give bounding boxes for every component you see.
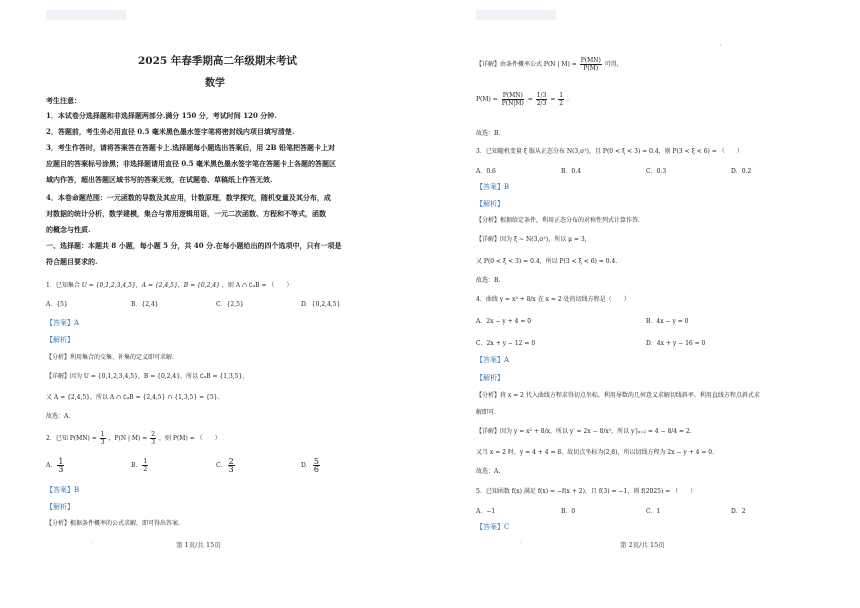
notice-line: 4．本卷命题范围：一元函数的导数及其应用，计数原理，数学探究，随机变量及其分布，成 (46, 193, 331, 202)
watermark-logo (476, 10, 556, 20)
page-footer: 第 2页/共 15页 (620, 541, 665, 549)
option-b: B．0.4 (561, 168, 581, 175)
section-heading: 符合题目要求的. (46, 257, 98, 266)
detail-text: 【详解】因为 y = x² + 8/x，所以 y′ = 2x − 8/x²，所以 y′|ₓ₌₂ = 4 − 8/4 = 2. (476, 428, 692, 435)
watermark-logo (46, 10, 126, 20)
answer-label: 【答案】C (476, 523, 510, 531)
option-c: C．1 (646, 508, 661, 515)
question-1-stem: 1．已知集合 U = {0,1,2,3,4,5}，A = {2,4,5}，B = {0,2,4} ，则 A ∩ ∁ᵤB = （ ） (46, 282, 293, 289)
option-a: A．{5} (46, 301, 68, 308)
analysis-label: 【解析】 (476, 200, 504, 208)
choice-text: 故选：B. (476, 277, 501, 284)
analysis-label: 【解析】 (46, 336, 74, 344)
option-d: D．2 (731, 508, 746, 515)
analysis-text: 【分析】利用集合的交集、补集的定义即可求解. (46, 354, 174, 361)
analysis-text: 解即可. (476, 409, 496, 416)
option-c: C． $\frac{2}{3}$ (216, 457, 234, 474)
analysis-label: 【解析】 (476, 374, 504, 382)
detail-text: 又当 x = 2 时，y = 4 + 4 = 8，故切点坐标为(2,8)，所以切线方程为 2x − y + 4 = 0. (476, 449, 715, 456)
detail-text: 【详解】由条件概率公式 P(N | M) = $\frac{P(MN)}{P(M)}$ 可得， (476, 57, 623, 72)
page-title: 2025 年春季期高二年级期末考试 (138, 55, 297, 67)
page-footer: 第 1页/共 15页 (176, 541, 221, 549)
question-3-stem: 3．已知随机变量 ξ 服从正态分布 N(3,σ²)，且 P(0 < ξ < 3) = 0.4，则 P(3 < ξ < 6) = （ ） (476, 148, 743, 155)
question-4-stem: 4．曲线 y = x² + 8/x 在 x = 2 处的切线方程是（ ） (476, 296, 630, 303)
option-b: B．4x − y = 0 (646, 318, 689, 325)
notice-line: 域内作答，超出答题区域书写的答案无效，在试题卷、草稿纸上作答无效. (46, 175, 273, 184)
option-c: C．0.3 (646, 168, 667, 175)
choice-text: 故选：B. (476, 130, 501, 137)
answer-label: 【答案】B (476, 183, 510, 191)
option-d: D．{0,2,4,5} (301, 301, 341, 308)
choice-text: 故选：A. (476, 468, 501, 475)
notice-line: 应题目的答案标号涂黑；非选择题请用直径 0.5 毫米黑色墨水签字笔在答题卡上各题的答题区 (46, 159, 337, 168)
notice-line: 2．答题前，考生务必用直径 0.5 毫米黑色墨水签字笔将密封线内项目填写清楚. (46, 127, 295, 136)
fraction: $\frac{1}{3}$ (100, 431, 105, 446)
question-2-stem: 2．已知 P(MN) = $\frac{1}{3}$ ，P(N | M) = $\frac{2}{3}$ ，则 P(M) = （ ） (46, 431, 221, 446)
page-left: 2025 年春季期高二年级期末考试 数学 考生注意： 1．本试卷分选择题和非选择题两部分.满分 150 分，考试时间 120 分钟. 2．答题前，考生务必用直径 0.5 毫米黑色墨水签字笔将密封线内项目填写清楚. 3．考生作答时，请将答案答在答题卡上.选择题每小题选出答案后，用 2B 铅笔把答题卡上对 应题目的答案标号涂黑；非选择题请用直径 0.5 毫米黑色墨水签字笔在答题卡上各题的答题区 域内作答，超出答题区域书写的答案无效，在试题卷、草稿纸上作答无效. 4．本卷命题范围：一元函数的导数及其应用，计数原理，数学探究，随机变量及其分布，成 对数据的统计分析，数学建模，集合与常用逻辑用语，一元二次函数、方程和不等式，函数 的概念与性质. 一、选择题：本题共 8 小题，每小题 5 分，共 40 分.在每小题给出的四个选项中，只有一项是 符合题目要求的. 1．已知集合 U = {0,1,2,3,4,5}，A = {2,4,5}，B = {0,2,4} ，则 A ∩ ∁ᵤB = （ ） A．{5} B．{2,4} C．{2,5} D．{0,2,4,5} 【答案】A 【解析】 【分析】利用集合的交集、补集的定义即可求解. 【详解】因为 U = {0,1,2,3,4,5}，B = {0,2,4}，所以 ∁ᵤB = {1,3,5}， 又 A = {2,4,5}，所以 A ∩ ∁ᵤB = {2,4,5} ∩ {1,3,5} = {5}. 故选：A. 2．已知 P(MN) = $\frac{1}{3}$ ，P(N | M) = $\frac{2}{3}$ ，则 P(M) = （ ） A． $\frac{1}{3}$ B． $\frac{1}{2}$ C． $\frac{2}{3}$ D． $\frac{5}{6}$ 【答案】B 【解析】 【分析】根据条件概率的公式求解，即可得出答案. . 第 1页/共 15页 (0, 0, 430, 608)
notice-line: 1．本试卷分选择题和非选择题两部分.满分 150 分，考试时间 120 分钟. (46, 111, 277, 120)
analysis-text: 【分析】根据给定条件，利用正态分布的对称性列式计算作答. (476, 217, 640, 224)
option-a: A．−1 (476, 508, 496, 515)
section-heading: 一、选择题：本题共 8 小题，每小题 5 分，共 40 分.在每小题给出的四个选项中，只有一项是 (46, 241, 342, 250)
notice-heading: 考生注意： (46, 96, 81, 105)
option-d: D．0.2 (731, 168, 752, 175)
analysis-text: 【分析】将 x = 2 代入曲线方程求得切点坐标，利用导数的几何意义求解切线斜率，利用直线方程点斜式求 (476, 392, 760, 399)
notice-line: 3．考生作答时，请将答案答在答题卡上.选择题每小题选出答案后，用 2B 铅笔把答题卡上对 (46, 143, 335, 152)
analysis-label: 【解析】 (46, 503, 74, 511)
choice-text: 故选：A. (46, 413, 71, 420)
option-b: B． $\frac{1}{2}$ (131, 458, 148, 473)
fraction: $\frac{2}{3}$ (151, 431, 156, 446)
option-a: A． $\frac{1}{3}$ (46, 457, 64, 474)
option-a: A．2x − y + 4 = 0 (476, 318, 532, 325)
detail-text: 又 P(0 < ξ < 3) = 0.4，所以 P(3 < ξ < 6) = 0.4. (476, 258, 618, 265)
option-d: D．4x + y − 16 = 0 (646, 340, 706, 347)
detail-text: 【详解】因为 U = {0,1,2,3,4,5}，B = {0,2,4}，所以 ∁ᵤB = {1,3,5}， (46, 373, 249, 380)
question-5-stem: 5．已知函数 f(x) 满足 f(x) = −f(x + 2)，且 f(3) = −1，则 f(2025) = （ ） (476, 488, 697, 495)
answer-label: 【答案】B (46, 486, 80, 494)
option-b: B．{2,4} (131, 301, 159, 308)
option-c: C．{2,5} (216, 301, 244, 308)
option-d: D． $\frac{5}{6}$ (301, 457, 319, 474)
analysis-text: 【分析】根据条件概率的公式求解，即可得出答案. (46, 520, 180, 527)
option-b: B．0 (561, 508, 576, 515)
option-c: C．2x + y − 12 = 0 (476, 340, 536, 347)
subject-title: 数学 (205, 78, 225, 89)
formula-pm: P(M) = $\frac{P(MN)}{P(N|M)}$ = $\frac{1/3}{2/3}$ = $\frac{1}{2}$ . (476, 92, 569, 107)
notice-line: 对数据的统计分析，数学建模，集合与常用逻辑用语，一元二次函数、方程和不等式，函数 (46, 209, 326, 218)
page-right: ' 【详解】由条件概率公式 P(N | M) = $\frac{P(MN)}{P(M)}$ 可得， P(M) = $\frac{P(MN)}{P(N|M)}$ = $\frac{1/3}{2/3}$ = $\frac{1}{2}$ . 故选：B. 3．已知随机变量 ξ 服从正态分布 N(3,σ²)，且 P(0 < ξ < 3) = 0.4，则 P(3 < ξ < 6) = （ ） A．0.6 B．0.4 C．0.3 D．0.2 【答案】B 【解析】 【分析】根据给定条件，利用正态分布的对称性列式计算作答. 【详解】因为 ξ ~ N(3,σ²)，所以 μ = 3， 又 P(0 < ξ < 3) = 0.4，所以 P(3 < ξ < 6) = 0.4. 故选：B. 4．曲线 y = x² + 8/x 在 x = 2 处的切线方程是（ ） A．2x − y + 4 = 0 B．4x − y = 0 C．2x + y − 12 = 0 D．4x + y − 16 = 0 【答案】A 【解析】 【分析】将 x = 2 代入曲线方程求得切点坐标，利用导数的几何意义求解切线斜率，利用直线方程点斜式求 解即可. 【详解】因为 y = x² + 8/x，所以 y′ = 2x − 8/x²，所以 y′|ₓ₌₂ = 4 − 8/4 = 2. 又当 x = 2 时，y = 4 + 4 = 8，故切点坐标为(2,8)，所以切线方程为 2x − y + 4 = 0. 故选：A. 5．已知函数 f(x) 满足 f(x) = −f(x + 2)，且 f(3) = −1，则 f(2025) = （ ） A．−1 B．0 C．1 D．2 【答案】C . 第 2页/共 15页 (430, 0, 860, 608)
notice-line: 的概念与性质. (46, 225, 91, 234)
detail-text: 又 A = {2,4,5}，所以 A ∩ ∁ᵤB = {2,4,5} ∩ {1,3,5} = {5}. (46, 394, 220, 401)
option-a: A．0.6 (476, 168, 496, 175)
answer-label: 【答案】A (476, 356, 510, 364)
detail-text: 【详解】因为 ξ ~ N(3,σ²)，所以 μ = 3， (476, 236, 591, 243)
answer-label: 【答案】A (46, 319, 80, 327)
